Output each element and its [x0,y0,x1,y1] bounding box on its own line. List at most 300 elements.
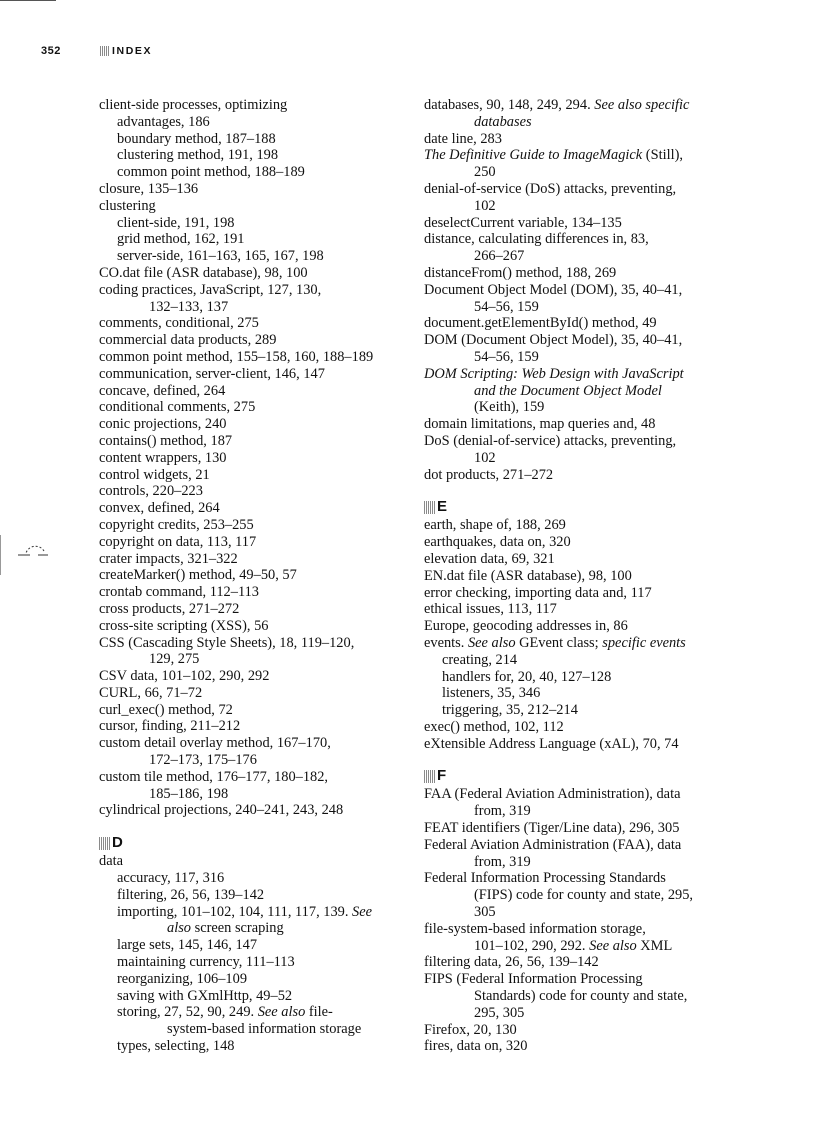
entry-line [424,971,744,988]
index-subentry [99,231,399,248]
entry-text: earthquakes, data on, 320 [424,534,571,551]
entry-line [424,786,744,803]
index-entry [99,769,399,803]
running-head-label: INDEX [112,45,153,57]
index-entry [424,635,744,652]
entry-line [117,215,399,232]
entry-line [424,585,744,602]
entry-text: Federal Aviation Administration (FAA), data [424,836,682,853]
entry-text: system-based information storage [167,1021,362,1038]
entry-text: accuracy, 117, 316 [117,870,225,887]
entry-continuation-line [424,198,744,215]
entry-text: custom detail overlay method, 167–170, [99,735,331,752]
index-entry [99,483,399,500]
index-subentry [424,669,744,686]
index-entry [424,366,744,416]
index-subentry [99,147,399,164]
entry-line [99,433,399,450]
entry-text: custom tile method, 176–177, 180–182, [99,768,329,785]
index-subentry [99,937,399,954]
entry-text: controls, 220–223 [99,483,203,500]
entry-line [99,702,399,719]
entry-text-italic: See also [257,1004,306,1021]
entry-line [99,584,399,601]
entry-line [424,1022,744,1039]
entry-text: CSS (Cascading Style Sheets), 18, 119–120, [99,634,355,651]
entry-text: fires, data on, 320 [424,1038,528,1055]
entry-text: file-system-based information storage, [424,920,646,937]
entry-text: 54–56, 159 [474,348,539,365]
entry-text-italic: The Definitive Guide to ImageMagick [424,147,643,164]
entry-continuation-line [424,383,744,400]
entry-line [424,265,744,282]
entry-line [424,551,744,568]
section-marker-icon [100,46,110,56]
section-letter: F [437,767,447,785]
entry-text: (Keith), 159 [474,399,545,416]
entry-text: domain limitations, map queries and, 48 [424,416,656,433]
index-subentry [424,702,744,719]
entry-text: cylindrical projections, 240–241, 243, 248 [99,802,344,819]
index-entry [424,870,744,920]
index-entry [99,668,399,685]
entry-text: maintaining currency, 111–113 [117,954,295,971]
entry-line [424,568,744,585]
entry-text: 101–102, 290, 292. [474,937,590,954]
entry-line [424,954,744,971]
entry-text: DOM (Document Object Model), 35, 40–41, [424,332,683,349]
entry-text: screen scraping [191,920,284,937]
entry-text-italic: databases [474,113,532,130]
index-entry [99,467,399,484]
entry-continuation-line [424,904,744,921]
entry-text: communication, server-client, 146, 147 [99,365,325,382]
entry-text: Standards) code for county and state, [474,988,688,1005]
entry-line [99,416,399,433]
index-subentry [99,887,399,904]
index-subentry [99,248,399,265]
index-subentry [424,652,744,669]
entry-line [117,887,399,904]
registration-mark-icon [0,535,50,575]
section-letter-heading [99,835,399,851]
entry-line [99,282,399,299]
index-entry [99,567,399,584]
index-entry [424,534,744,551]
entry-line [424,315,744,332]
entry-line [99,853,399,870]
index-subentry [99,215,399,232]
entry-line [117,937,399,954]
index-entry [424,568,744,585]
entry-text: denial-of-service (DoS) attacks, preventing, [424,180,677,197]
index-entry [99,97,399,114]
index-entry [99,802,399,819]
index-column-right [424,97,744,1055]
entry-text: 102 [474,197,496,214]
index-entry [424,921,744,955]
index-entry [424,971,744,1021]
entry-text: clustering [99,197,156,214]
entry-line [99,601,399,618]
entry-text: exec() method, 102, 112 [424,718,564,735]
entry-line [99,97,399,114]
entry-line [424,921,744,938]
entry-line [424,366,744,383]
entry-text: distance, calculating differences in, 83, [424,231,649,248]
index-entry [424,601,744,618]
entry-continuation-line [99,786,399,803]
index-entry [424,551,744,568]
entry-line [117,954,399,971]
entry-text: cross products, 271–272 [99,600,240,617]
entry-text: creating, 214 [442,651,518,668]
entry-line [424,870,744,887]
index-subentry [99,904,399,938]
entry-text: client-side, 191, 198 [117,214,235,231]
entry-text: listeners, 35, 346 [442,685,541,702]
entry-line [424,433,744,450]
index-entry [424,736,744,753]
index-entry [99,315,399,332]
entry-line [424,131,744,148]
index-entry [424,837,744,871]
entry-continuation-line [117,1021,399,1038]
entry-continuation-line [99,651,399,668]
entry-line [99,500,399,517]
entry-line [99,332,399,349]
index-entry [99,383,399,400]
entry-text: 132–133, 137 [149,298,229,315]
entry-line [424,517,744,534]
entry-text: distanceFrom() method, 188, 269 [424,264,617,281]
entry-line [424,332,744,349]
entry-line [99,534,399,551]
index-entry [99,735,399,769]
entry-line [424,635,744,652]
entry-text: CO.dat file (ASR database), 98, 100 [99,264,308,281]
entry-text: file- [305,1004,333,1021]
entry-text: CURL, 66, 71–72 [99,684,203,701]
entry-text: createMarker() method, 49–50, 57 [99,567,297,584]
entry-text: handlers for, 20, 40, 127–128 [442,668,612,685]
entry-text: GEvent class; [515,634,603,651]
entry-line [99,685,399,702]
entry-line [117,231,399,248]
entry-text-italic: See also [467,634,516,651]
entry-continuation-line [117,920,399,937]
section-marker-icon [99,837,111,850]
index-entry [99,198,399,215]
entry-text: (Still), [642,147,683,164]
entry-line [442,685,744,702]
section-letter: D [112,833,123,851]
entry-text: ethical issues, 113, 117 [424,601,557,618]
entry-line [99,366,399,383]
entry-line [99,735,399,752]
entry-text: cross-site scripting (XSS), 56 [99,617,269,634]
index-entry [99,366,399,383]
entry-text: EN.dat file (ASR database), 98, 100 [424,567,632,584]
entry-continuation-line [424,854,744,871]
entry-line [424,97,744,114]
index-column-left [99,97,399,1055]
index-entry [99,265,399,282]
entry-text: boundary method, 187–188 [117,130,276,147]
entry-line [424,534,744,551]
entry-text: coding practices, JavaScript, 127, 130, [99,281,322,298]
entry-line [99,517,399,534]
entry-text: (FIPS) code for county and state, 295, [474,887,694,904]
entry-text: events. [424,634,468,651]
entry-text: comments, conditional, 275 [99,315,259,332]
entry-line [99,383,399,400]
entry-line [424,231,744,248]
index-entry [424,181,744,215]
entry-text: common point method, 188–189 [117,164,305,181]
entry-text: 172–173, 175–176 [149,752,257,769]
index-entry [424,315,744,332]
entry-text: FIPS (Federal Information Processing [424,971,643,988]
section-letter-heading [424,768,744,784]
section-letter: E [437,497,448,515]
entry-continuation-line [424,938,744,955]
index-entry [99,635,399,669]
entry-line [99,668,399,685]
index-entry [424,215,744,232]
entry-continuation-line [99,299,399,316]
entry-text: closure, 135–136 [99,180,199,197]
entry-line [424,618,744,635]
index-subentry [99,114,399,131]
entry-text: commercial data products, 289 [99,332,277,349]
entry-text: from, 319 [474,853,531,870]
section-marker-icon [424,770,436,783]
entry-line [424,282,744,299]
entry-text: earth, shape of, 188, 269 [424,517,566,534]
entry-line [442,669,744,686]
index-entry [99,534,399,551]
entry-line [117,988,399,1005]
entry-text: control widgets, 21 [99,466,210,483]
entry-text: 266–267 [474,248,525,265]
index-entry [424,786,744,820]
entry-line [424,1038,744,1055]
index-entry [424,265,744,282]
entry-continuation-line [424,399,744,416]
entry-line [442,652,744,669]
index-entry [424,585,744,602]
index-subentry [99,954,399,971]
entry-line [99,315,399,332]
entry-line [117,114,399,131]
index-entry [99,399,399,416]
entry-text: common point method, 155–158, 160, 188–189 [99,348,374,365]
index-entry [99,500,399,517]
entry-line [424,416,744,433]
entry-line [99,769,399,786]
entry-continuation-line [99,752,399,769]
entry-text: 250 [474,164,496,181]
entry-text: saving with GXmlHttp, 49–52 [117,987,293,1004]
entry-text: importing, 101–102, 104, 111, 117, 139. [117,903,353,920]
entry-text: XML [636,937,673,954]
section-letter-heading [424,499,744,515]
entry-text: FAA (Federal Aviation Administration), data [424,786,681,803]
index-entry [99,584,399,601]
index-entry [424,231,744,265]
entry-line [99,635,399,652]
entry-line [117,248,399,265]
entry-text: reorganizing, 106–109 [117,970,248,987]
entry-line [99,567,399,584]
entry-text: eXtensible Address Language (xAL), 70, 74 [424,735,679,752]
entry-text: cursor, finding, 211–212 [99,718,241,735]
entry-line [117,164,399,181]
entry-text: contains() method, 187 [99,432,233,449]
entry-line [117,904,399,921]
index-subentry [99,131,399,148]
entry-continuation-line [424,450,744,467]
index-entry [99,349,399,366]
entry-line [424,467,744,484]
entry-continuation-line [424,299,744,316]
entry-text: CSV data, 101–102, 290, 292 [99,668,270,685]
entry-text: 295, 305 [474,1004,525,1021]
index-entry [99,601,399,618]
top-crop-rule [0,0,56,1]
entry-continuation-line [424,988,744,1005]
entry-text: Document Object Model (DOM), 35, 40–41, [424,281,683,298]
index-entry [424,467,744,484]
entry-line [99,718,399,735]
index-entry [99,685,399,702]
entry-continuation-line [424,164,744,181]
index-entry [99,181,399,198]
entry-text: large sets, 145, 146, 147 [117,937,258,954]
index-entry [99,332,399,349]
entry-text: copyright on data, 113, 117 [99,533,257,550]
entry-text: 185–186, 198 [149,785,229,802]
entry-line [99,198,399,215]
entry-text: dot products, 271–272 [424,466,554,483]
entry-text: Europe, geocoding addresses in, 86 [424,618,628,635]
entry-line [99,467,399,484]
index-entry [424,433,744,467]
entry-line [99,450,399,467]
index-entry [424,1038,744,1055]
entry-text: date line, 283 [424,130,502,147]
index-entry [424,618,744,635]
index-entry [99,282,399,316]
index-entry [99,618,399,635]
entry-text: databases, 90, 148, 249, 294. [424,97,595,113]
entry-line [424,736,744,753]
index-entry [99,433,399,450]
entry-line [424,837,744,854]
index-entry [99,416,399,433]
entry-line [424,215,744,232]
entry-text: filtering, 26, 56, 139–142 [117,886,265,903]
index-subentry [99,988,399,1005]
entry-text-italic: See also specific [594,97,690,113]
entry-text: grid method, 162, 191 [117,231,245,248]
entry-line [99,802,399,819]
entry-text: clustering method, 191, 198 [117,147,279,164]
index-entry [99,702,399,719]
entry-text: deselectCurrent variable, 134–135 [424,214,622,231]
entry-line [117,147,399,164]
entry-text: conditional comments, 275 [99,399,256,416]
index-entry [424,97,744,131]
entry-text: 305 [474,904,496,921]
entry-line [99,551,399,568]
entry-text-italic: DOM Scripting: Web Design with JavaScript [424,365,684,382]
entry-text: convex, defined, 264 [99,500,220,517]
entry-text-italic: See [352,903,373,920]
index-subentry [424,685,744,702]
index-subentry [99,971,399,988]
entry-text: Federal Information Processing Standards [424,870,666,887]
entry-text: Firefox, 20, 130 [424,1021,517,1038]
entry-text: crater impacts, 321–322 [99,550,238,567]
entry-line [99,399,399,416]
entry-continuation-line [424,887,744,904]
entry-line [99,618,399,635]
entry-text: filtering data, 26, 56, 139–142 [424,954,599,971]
index-entry [424,517,744,534]
entry-line [117,870,399,887]
index-entry [99,551,399,568]
index-entry [424,147,744,181]
entry-continuation-line [424,1005,744,1022]
entry-text: DoS (denial-of-service) attacks, preventing, [424,432,677,449]
index-entry [99,517,399,534]
entry-continuation-line [424,803,744,820]
entry-line [442,702,744,719]
entry-text: document.getElementById() method, 49 [424,315,657,332]
entry-text: concave, defined, 264 [99,382,226,399]
entry-text: triggering, 35, 212–214 [442,702,578,719]
entry-line [99,349,399,366]
index-entry [424,332,744,366]
entry-line [424,181,744,198]
index-subentry [99,1004,399,1038]
entry-text: storing, 27, 52, 90, 249. [117,1004,258,1021]
entry-text-italic: also [167,920,191,937]
entry-text: error checking, importing data and, 117 [424,584,652,601]
running-head [100,45,152,57]
index-entry [99,718,399,735]
entry-continuation-line [424,349,744,366]
entry-line [424,601,744,618]
entry-text-italic: and the Document Object Model [474,382,662,399]
entry-text-italic: specific events [602,634,686,651]
entry-text: server-side, 161–163, 165, 167, 198 [117,248,324,265]
entry-line [99,181,399,198]
entry-line [424,719,744,736]
entry-text: elevation data, 69, 321 [424,550,555,567]
entry-text: 54–56, 159 [474,298,539,315]
entry-line [99,265,399,282]
entry-text: curl_exec() method, 72 [99,701,233,718]
entry-text: 102 [474,449,496,466]
entry-line [117,1038,399,1055]
index-subentry [99,870,399,887]
index-entry [424,416,744,433]
entry-text: 129, 275 [149,651,200,668]
page-number: 352 [41,45,61,57]
